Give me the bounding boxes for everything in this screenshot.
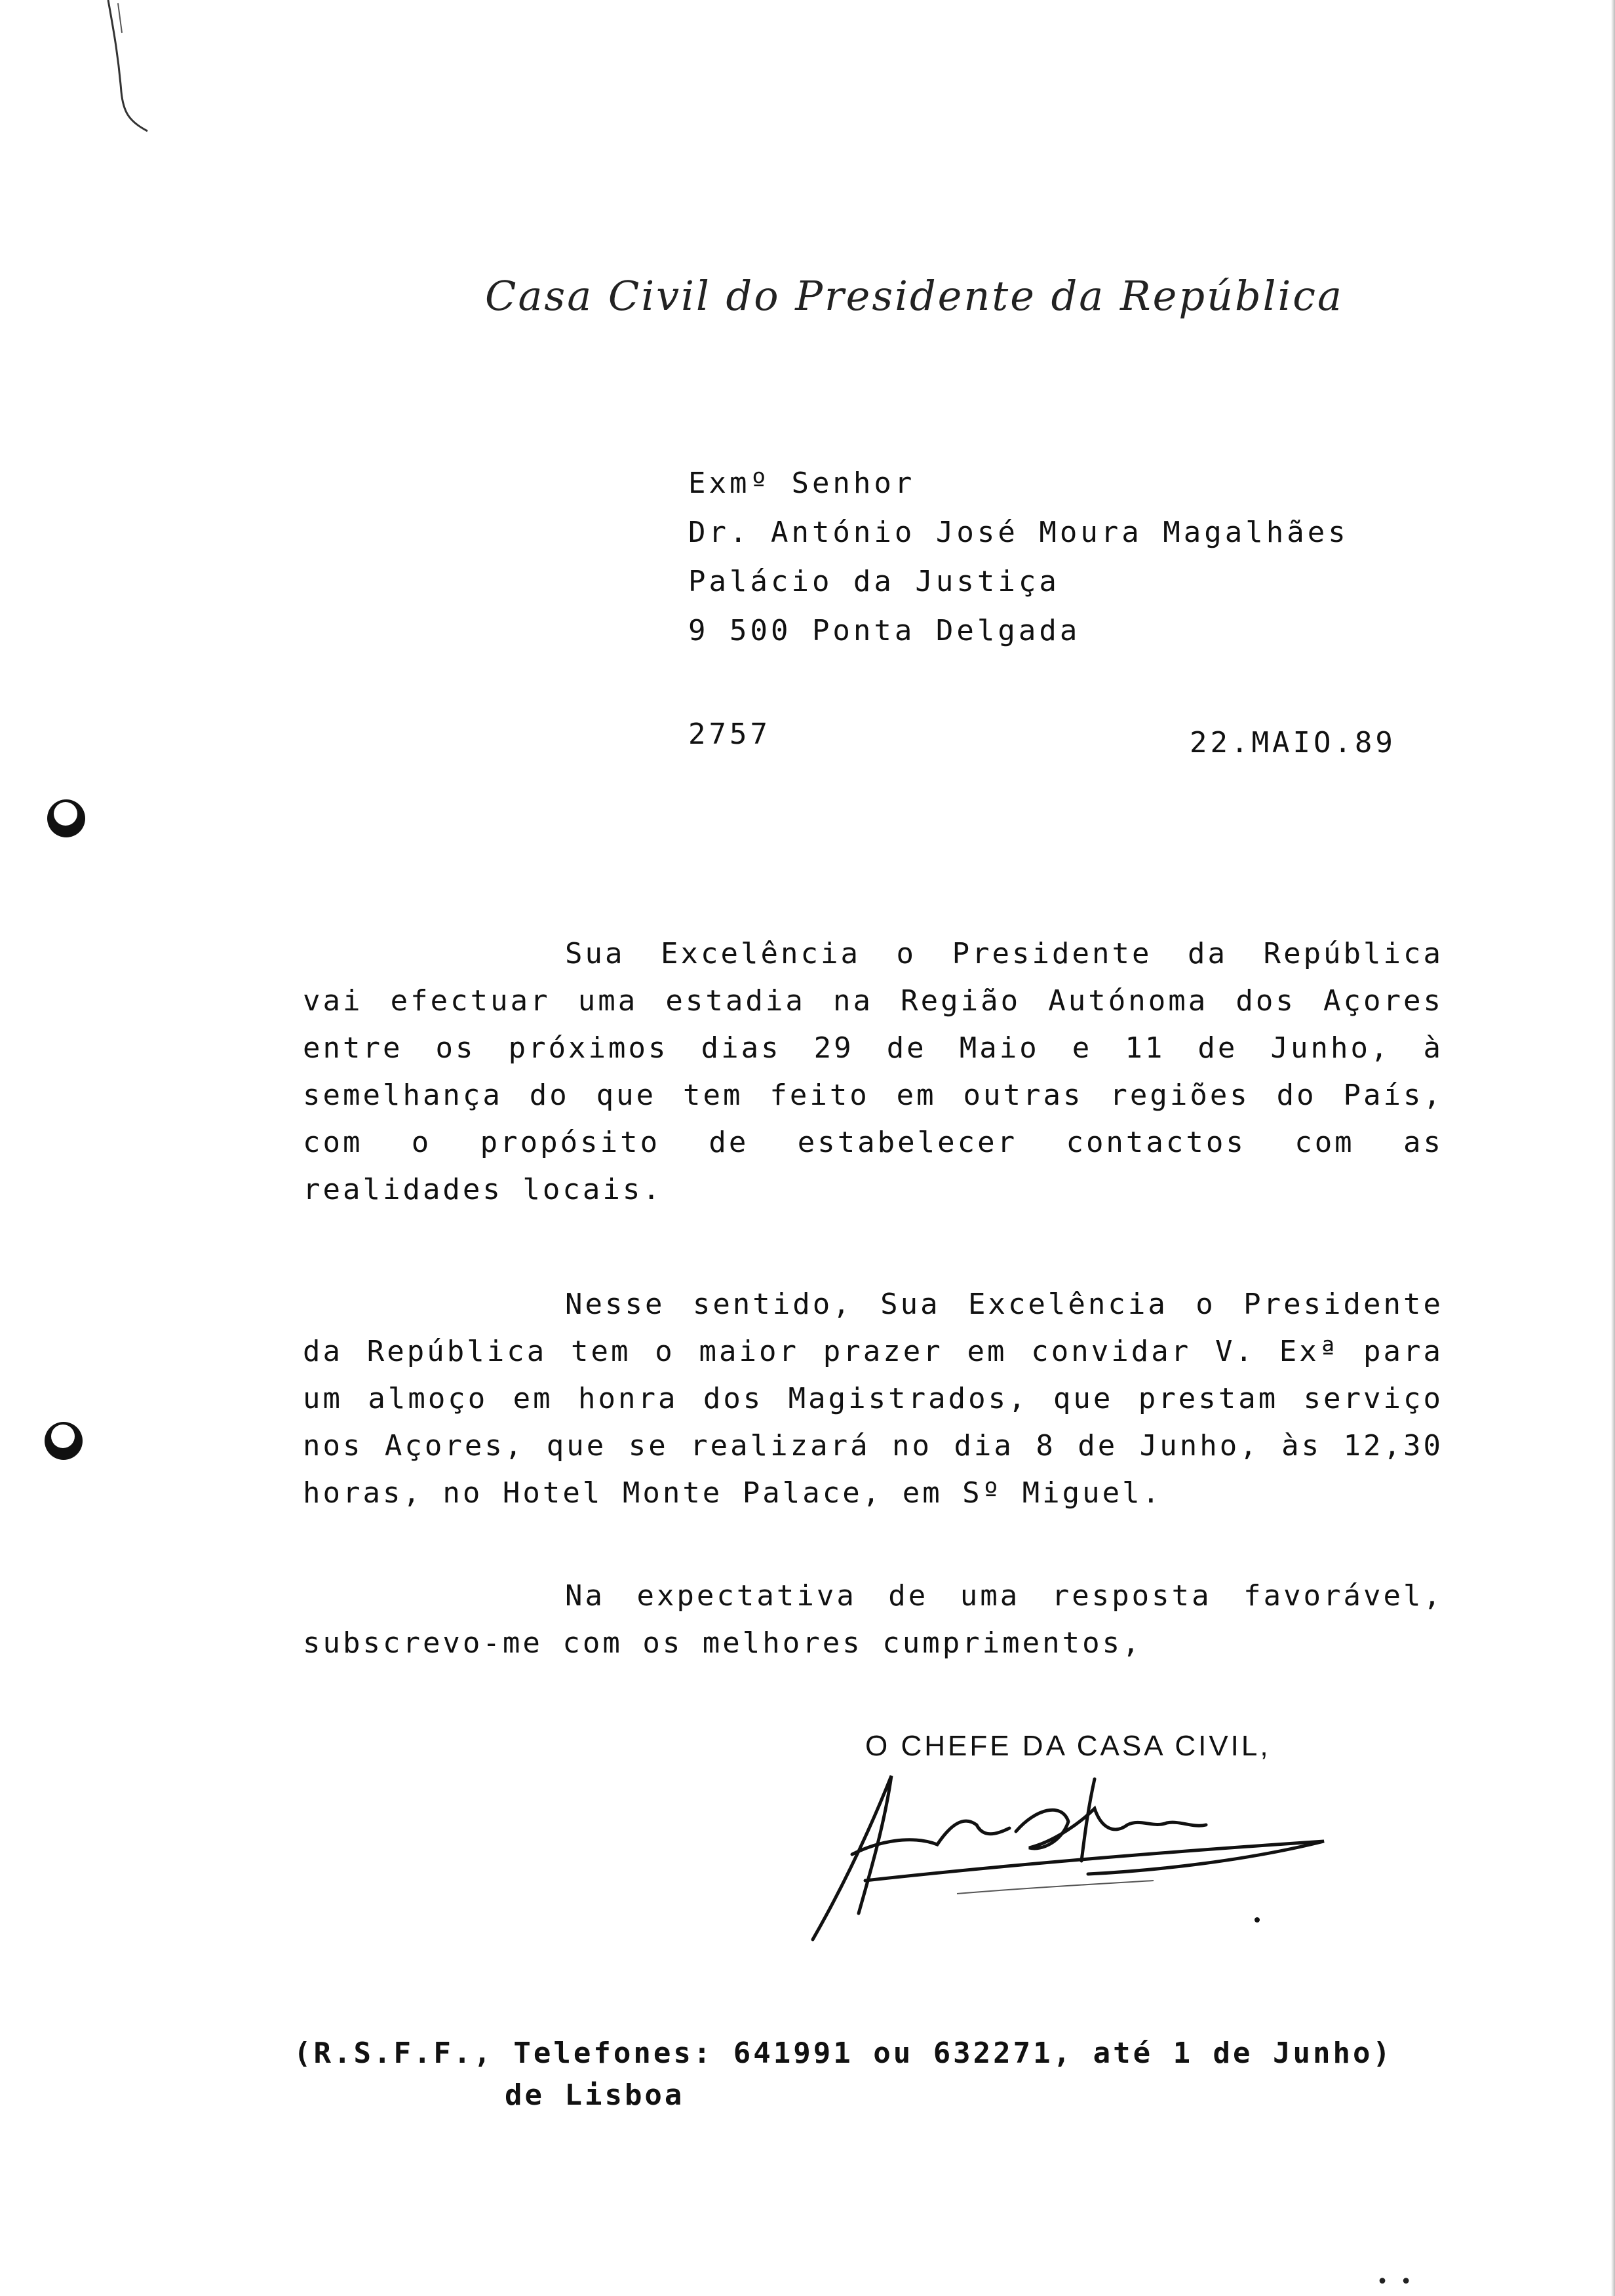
paragraph-text: Nesse sentido, Sua Excelência o Presidente da República tem o maior prazer em convidar V. Exª para um almoço em honra dos Magistrados, que prestam serviço nos Açores, que se realizará no dia 8 de Junho, às 12,30 horas, no Hotel Monte Palace, em Sº Miguel. — [303, 1288, 1443, 1510]
footer-phone-line: (R.S.F.F., Telefones: 641991 ou 632271, até 1 de Junho) — [294, 2037, 1393, 2070]
letter-date: 22.MAIO.89 — [1190, 726, 1396, 759]
recipient-city: 9 500 Ponta Delgada — [688, 614, 1081, 647]
punch-hole — [47, 799, 85, 837]
recipient-name: Dr. António José Moura Magalhães — [688, 516, 1349, 549]
paragraph-text: Sua Excelência o Presidente da República vai efectuar uma estadia na Região Autónoma dos Açores entre os próximos dias 29 de Maio e 11 de Junho, à semelhança do que tem feito em outras regiões do País, com o propósito de estabelecer contactos com as realidades locais. — [303, 937, 1443, 1206]
margin-scratch-mark — [0, 0, 210, 157]
paragraph-text: Na expectativa de uma resposta favorável, subscrevo-me com os melhores cumprimentos, — [303, 1579, 1443, 1660]
footer-location-line: de Lisboa — [505, 2078, 685, 2112]
body-paragraph — [303, 1573, 1443, 1667]
recipient-salutation: Exmº Senhor — [688, 467, 916, 500]
body-paragraph — [303, 1281, 1443, 1517]
footer-note — [294, 2033, 1393, 2116]
letterhead-title: Casa Civil do Presidente da República — [485, 272, 1344, 320]
reference-number: 2757 — [688, 718, 771, 751]
closing-title: O CHEFE DA CASA CIVIL, — [865, 1730, 1271, 1762]
handwritten-signature — [787, 1763, 1350, 1959]
punch-hole — [45, 1422, 83, 1460]
body-paragraph — [303, 930, 1443, 1214]
recipient-place: Palácio da Justiça — [688, 565, 1060, 598]
page-edge-shadow — [1611, 0, 1615, 2296]
recipient-address — [688, 459, 1349, 655]
stray-dots: • • — [1376, 2270, 1412, 2293]
